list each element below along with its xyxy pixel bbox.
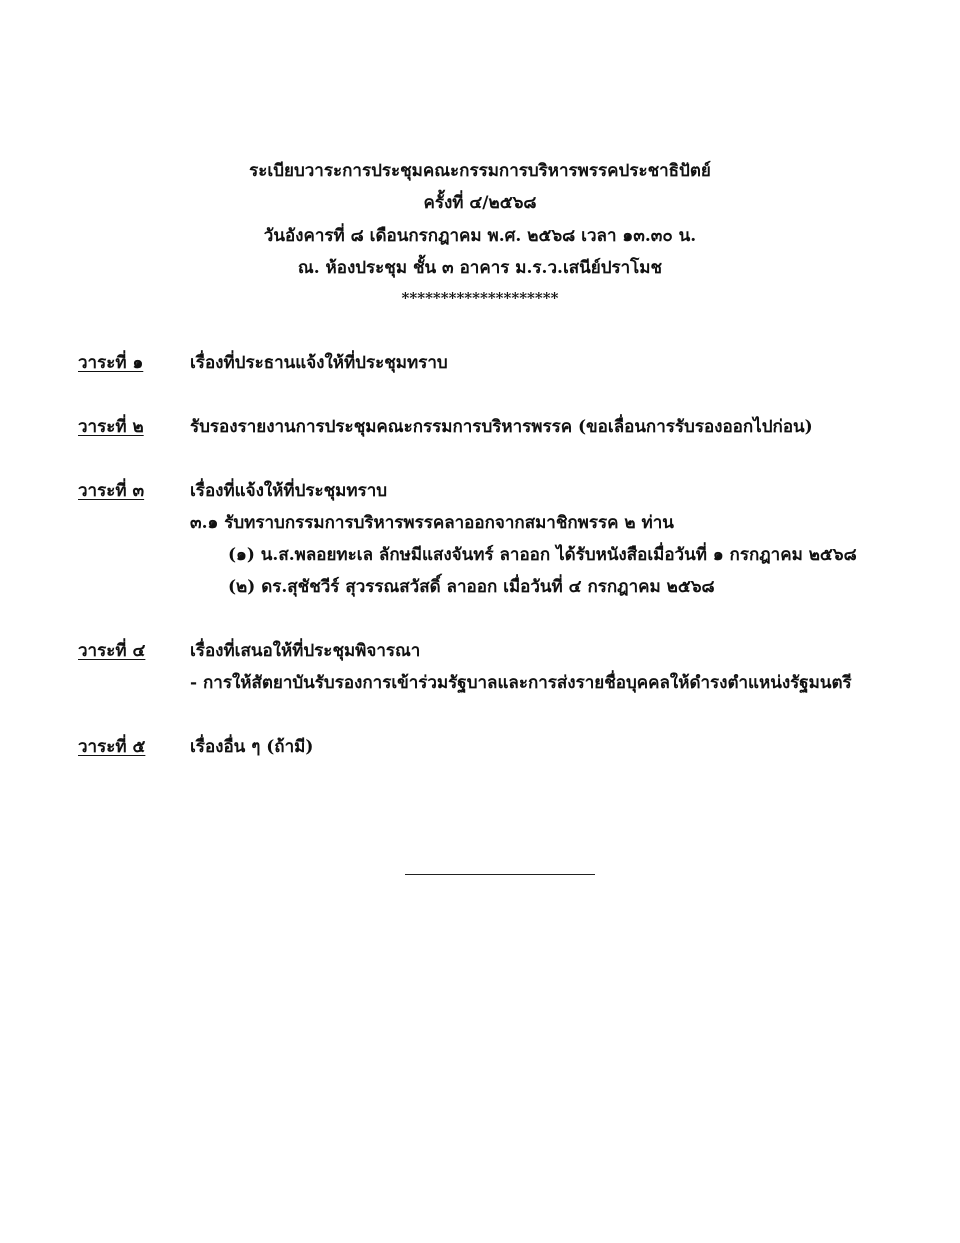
agenda-detail: (๑) น.ส.พลอยทะเล ลักษมีแสงจันทร์ ลาออก ได้รับหนังสือเมื่อวันที่ ๑ กรกฎาคม ๒๕๖๘ [228,545,857,565]
agenda-label: วาระที่ ๔ [78,641,146,661]
agenda-label: วาระที่ ๕ [78,737,146,757]
document-title: ระเบียบวาระการประชุมคณะกรรมการบริหารพรรคประชาธิปัตย์ [249,161,711,181]
agenda-title: เรื่องอื่น ๆ (ถ้ามี) [190,737,314,757]
agenda-detail: (๒) ดร.สุชัชวีร์ สุวรรณสวัสดิ์ ลาออก เมื่อวันที่ ๔ กรกฎาคม ๒๕๖๘ [228,577,715,597]
agenda-title: รับรองรายงานการประชุมคณะกรรมการบริหารพรรค (ขอเลื่อนการรับรองออกไปก่อน) [190,417,813,437]
meeting-venue: ณ. ห้องประชุม ชั้น ๓ อาคาร ม.ร.ว.เสนีย์ปราโมช [297,258,663,278]
meeting-date-time: วันอังคารที่ ๘ เดือนกรกฎาคม พ.ศ. ๒๕๖๘ เวลา ๑๓.๓๐ น. [263,226,697,246]
agenda-label: วาระที่ ๓ [78,481,145,501]
agenda-sub-item: ๓.๑ รับทราบกรรมการบริหารพรรคลาออกจากสมาชิกพรรค ๒ ท่าน [190,513,674,533]
agenda-sub-item: - การให้สัตยาบันรับรองการเข้าร่วมรัฐบาลและการส่งรายชื่อบุคคลให้ดำรงตำแหน่งรัฐมนตรี [190,673,852,693]
agenda-title: เรื่องที่เสนอให้ที่ประชุมพิจารณา [190,641,421,661]
session-number: ครั้งที่ ๔/๒๕๖๘ [423,193,537,213]
agenda-label: วาระที่ ๑ [78,353,144,373]
star-separator: ******************** [401,289,559,307]
agenda-title: เรื่องที่แจ้งให้ที่ประชุมทราบ [190,481,388,501]
agenda-label: วาระที่ ๒ [78,417,144,437]
closing-divider [405,874,595,875]
agenda-title: เรื่องที่ประธานแจ้งให้ที่ประชุมทราบ [190,353,448,373]
